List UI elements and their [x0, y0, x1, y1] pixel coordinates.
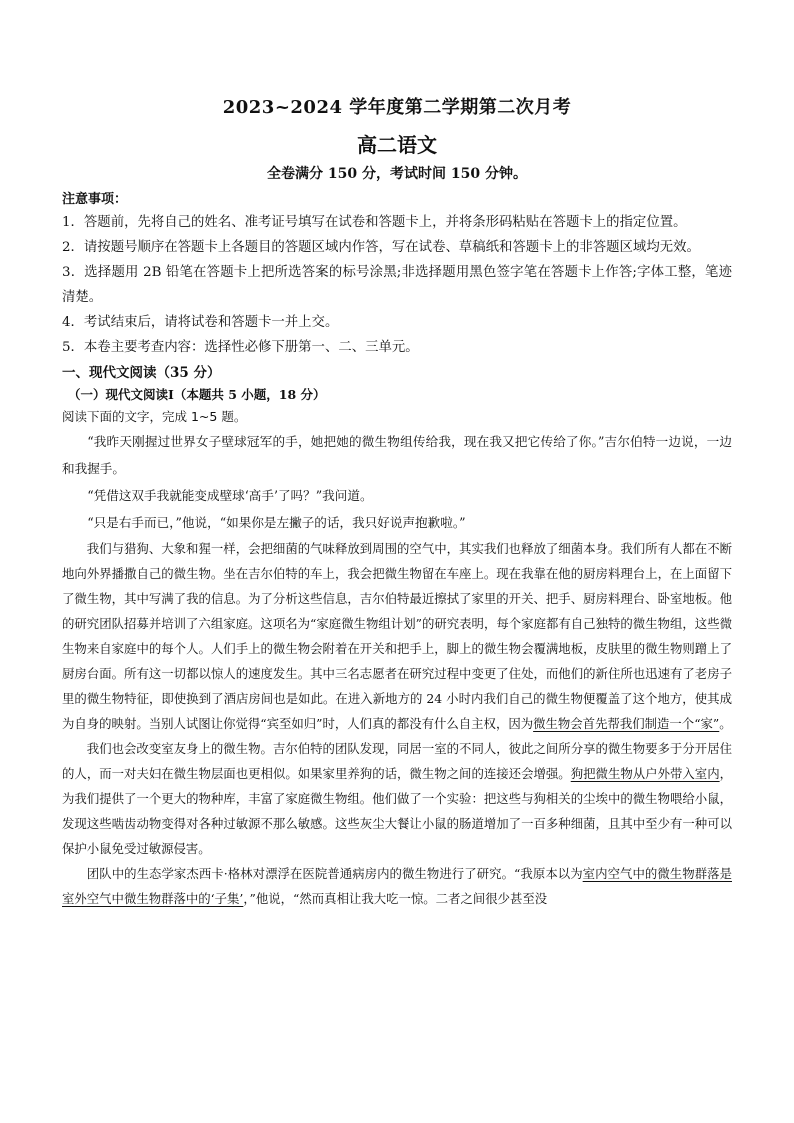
passage-paragraph-2: “凭借这双手我就能变成壁球‘高手’了吗？”我问道。: [87, 488, 373, 503]
notice-item-1: 1．答题前，先将自己的姓名、准考证号填写在试卷和答题卡上，并将条形码粘贴在答题卡上的指定位置。: [62, 215, 687, 230]
exam-subject: 高二语文: [357, 133, 437, 157]
score-time-line: 全卷满分 150 分，考试时间 150 分钟。: [267, 166, 527, 182]
paragraph-6-text: 团队中的生态学家杰西卡·格林对漂浮在医院普通病房内的微生物进行了研究。“我原本以为: [86, 866, 583, 881]
subsection-heading: （一）现代文阅读Ⅰ（本题共 5 小题，18 分）: [68, 387, 326, 402]
notice-heading: 注意事项：: [62, 192, 128, 207]
exam-title: 2023~2024 学年度第二学期第二次月考: [222, 97, 572, 118]
passage-paragraph-4: [62, 536, 732, 736]
underlined-phrase-home: 微生物会首先帮我们制造一个“家”: [533, 716, 720, 731]
paragraph-5-rest: ，为我们提供了一个更大的物种库，丰富了家庭微生物组。他们做了一个实验：把这些与狗相关的尘埃中的微生物喂给小鼠，发现这些啮齿动物变得对各种过敏源不那么敏感。这些灰尘大餐让小鼠的肠道增加了一百多种细菌，且其中至少有一种可以保护小鼠免受过敏源侵害。: [62, 766, 733, 856]
underlined-phrase-subset: 室内空气中的微生物群落是室外空气中微生物群落中的‘子集’: [62, 866, 732, 906]
passage-paragraph-5: [62, 736, 732, 861]
underlined-phrase-dogs: 狗把微生物从户外带入室内: [570, 766, 720, 781]
section-heading: 一、现代文阅读（35 分）: [62, 365, 221, 381]
paragraph-5-text: 我们也会改变室友身上的微生物。吉尔伯特的团队发现，同居一室的不同人，彼此之间所分享的微生物要多于分开居住的人，而一对夫妇在微生物层面也更相似。如果家里养狗的话，微生物之间的连接还会增强。: [62, 741, 732, 781]
notice-item-4: 4．考试结束后，请将试卷和答题卡一并上交。: [62, 315, 339, 330]
reading-passage: [62, 428, 732, 911]
paragraph-4-end: 。: [719, 716, 732, 731]
passage-paragraph-3: “只是右手而已，”他说，“如果你是左撇子的话，我只好说声抱歉啦。”: [87, 515, 466, 530]
paragraph-6-rest: ，”他说，“然而真相让我大吃一惊。二者之间很少甚至没: [243, 891, 548, 906]
notice-item-3: 3．选择题用 2B 铅笔在答题卡上把所选答案的标号涂黑;非选择题用黑色签字笔在答题卡上作答;字体工整，笔迹清楚。: [62, 265, 732, 305]
passage-paragraph-1: “我昨天刚握过世界女子壁球冠军的手，她把她的微生物组传给我，现在我又把它传给了你。”吉尔伯特一边说，一边和我握手。: [62, 434, 732, 476]
notice-item-2: 2．请按题号顺序在答题卡上各题目的答题区域内作答，写在试卷、草稿纸和答题卡上的非答题区域均无效。: [62, 240, 700, 255]
notice-item-5: 5．本卷主要考查内容：选择性必修下册第一、二、三单元。: [62, 340, 419, 355]
notice-block: [62, 190, 732, 360]
exam-page: [62, 96, 732, 911]
passage-paragraph-6: [62, 861, 732, 911]
reading-instruction: 阅读下面的文字，完成 1~5 题。: [62, 409, 247, 424]
paragraph-4-text: 我们与猎狗、大象和猩一样，会把细菌的气味释放到周围的空气中，其实我们也释放了细菌本身。我们所有人都在不断地向外界播撒自己的微生物。坐在吉尔伯特的车上，我会把微生物留在车座上。现在我靠在他的厨房料理台上，在上面留下了微生物，其中写满了我的信息。为了分析这些信息，吉尔伯特最近擦拭了家里的开关、把手、厨房料理台、卧室地板。他的研究团队招募并培训了六组家庭。这项名为“家庭微生物组计划”的研究表明，每个家庭都有自己独特的微生物组，这些微生物来自家庭中的每个人。人们手上的微生物会附着在开关和把手上，脚上的微生物会覆满地板，皮肤里的微生物则蹭上了厨房台面。所有这一切都以惊人的速度发生。其中三名志愿者在研究过程中变更了住处，而他们的新住所也迅速有了老房子里的微生物特征，即使换到了酒店房间也是如此。在进入新地方的 24 小时内我们自己的微生物便覆盖了这个地方，使其成为自身的映射。当别人试图让你觉得“宾至如归”时，人们真的都没有什么自主权，因为: [62, 541, 732, 731]
